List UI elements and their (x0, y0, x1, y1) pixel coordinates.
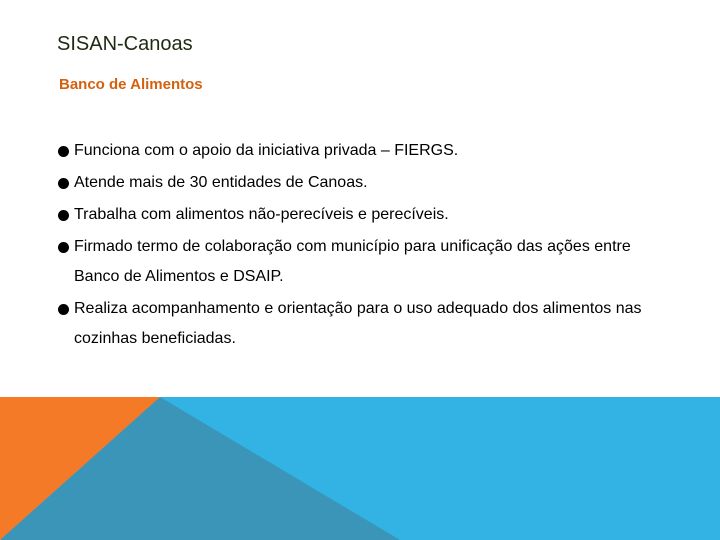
bullet-item (57, 136, 667, 166)
slide-subtitle: Banco de Alimentos (59, 76, 203, 93)
bullet-item (57, 232, 667, 292)
bullet-text: Funciona com o apoio da iniciativa privada – FIERGS. (74, 142, 459, 159)
bullet-dot-icon (58, 210, 69, 221)
bullet-text: Atende mais de 30 entidades de Canoas. (74, 174, 368, 191)
bullet-text: Trabalha com alimentos não-perecíveis e perecíveis. (74, 206, 449, 223)
bullet-list (57, 136, 667, 356)
bullet-dot-icon (58, 178, 69, 189)
bullet-dot-icon (58, 304, 69, 315)
bullet-item (57, 168, 667, 198)
bullet-text: Realiza acompanhamento e orientação para o uso adequado dos alimentos nas cozinhas beneficiadas. (74, 300, 642, 347)
bullet-dot-icon (58, 146, 69, 157)
slide-title: SISAN-Canoas (57, 33, 193, 55)
bullet-item (57, 294, 667, 354)
decorative-band (0, 397, 720, 540)
bullet-text: Firmado termo de colaboração com município para unificação das ações entre Banco de Alimentos e DSAIP. (74, 238, 631, 285)
bullet-dot-icon (58, 242, 69, 253)
bullet-item (57, 200, 667, 230)
